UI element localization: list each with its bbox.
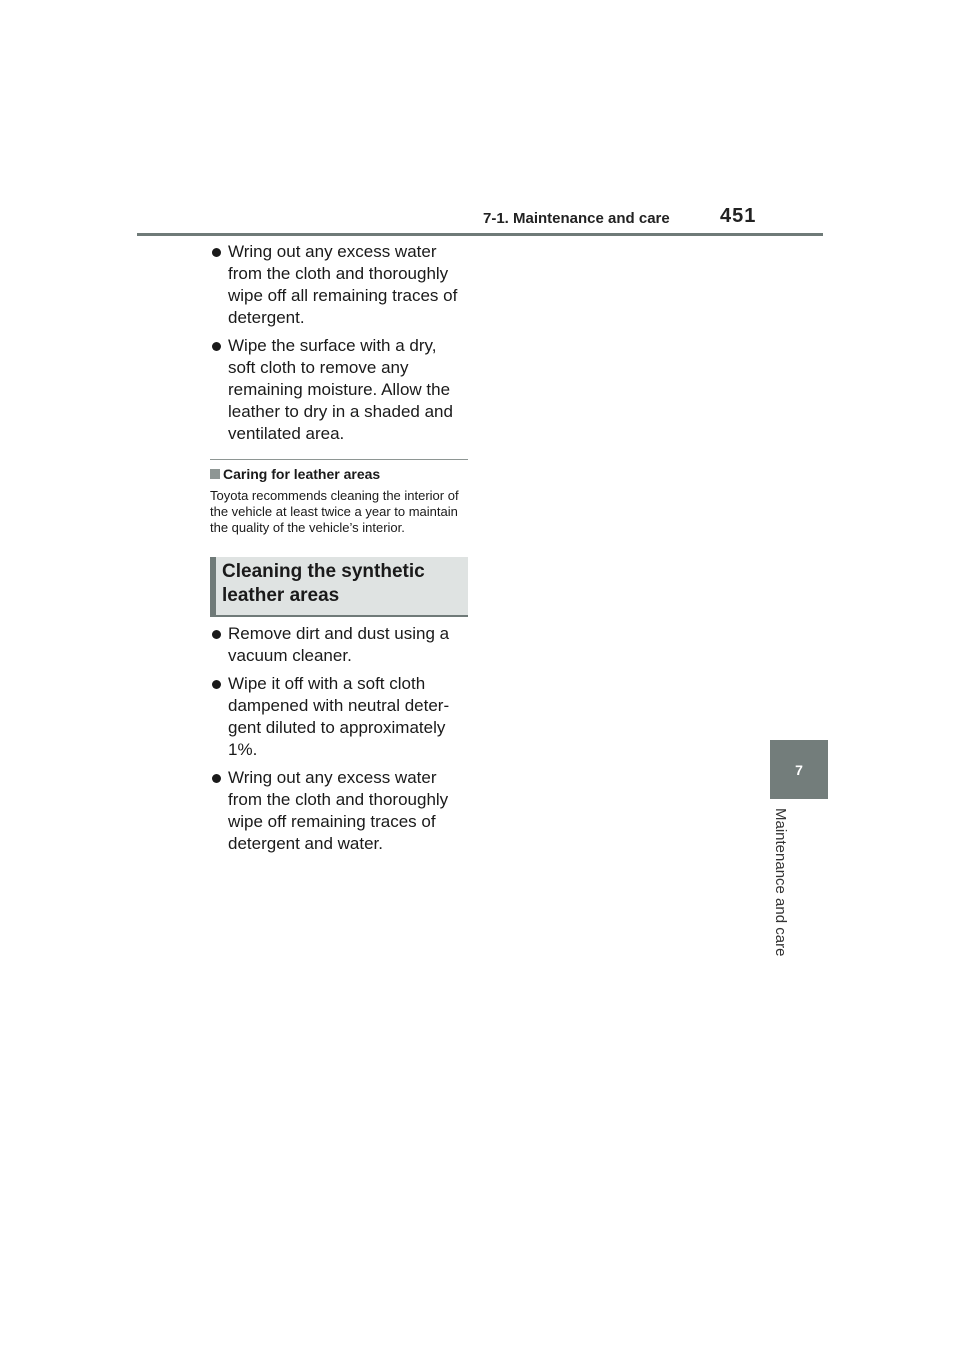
- note-heading: [210, 465, 468, 483]
- chapter-number: 7: [795, 761, 803, 778]
- bullet-icon: [212, 248, 221, 257]
- page-number: 451: [720, 205, 757, 227]
- section-heading-box: [210, 557, 468, 617]
- bullet-icon: [212, 342, 221, 351]
- section-title-line-1: Cleaning the synthetic: [222, 561, 425, 582]
- list-item: [210, 767, 468, 855]
- bullet-icon: [212, 774, 221, 783]
- section-accent-bar: [210, 557, 216, 615]
- list-item-text: Remove dirt and dust using a vacuum cleaner.: [228, 624, 450, 665]
- list-item-text: Wring out any excess water from the cloth and thoroughly wipe off all remaining traces of detergent.: [228, 242, 458, 327]
- note-divider: [210, 459, 468, 460]
- note-heading-text: Caring for leather areas: [223, 466, 381, 482]
- list-item: [210, 673, 468, 761]
- list-item-text: Wipe it off with a soft cloth dampened with neutral deter-gent diluted to approximately 1%.: [228, 674, 450, 759]
- chapter-label: Maintenance and care: [772, 808, 789, 957]
- list-item: [210, 335, 468, 445]
- section-title-line-2: leather areas: [222, 585, 340, 606]
- content-column: [210, 241, 468, 861]
- bullet-list-bottom: [210, 623, 468, 855]
- bullet-list-top: [210, 241, 468, 445]
- bullet-icon: [212, 680, 221, 689]
- list-item: [210, 623, 468, 667]
- list-item-text: Wipe the surface with a dry, soft cloth to remove any remaining moisture. Allow the leather to dry in a shaded and ventilated area.: [228, 336, 453, 443]
- note-body: Toyota recommends cleaning the interior of the vehicle at least twice a year to maintain the quality of the vehicle’s interior.: [210, 488, 459, 535]
- header-section-title: 7-1. Maintenance and care: [483, 210, 670, 227]
- bullet-icon: [212, 630, 221, 639]
- list-item: [210, 241, 468, 329]
- square-bullet-icon: [210, 469, 220, 479]
- header-divider: [137, 233, 823, 236]
- list-item-text: Wring out any excess water from the cloth and thoroughly wipe off remaining traces of detergent and water.: [228, 768, 449, 853]
- chapter-tab: [770, 740, 828, 799]
